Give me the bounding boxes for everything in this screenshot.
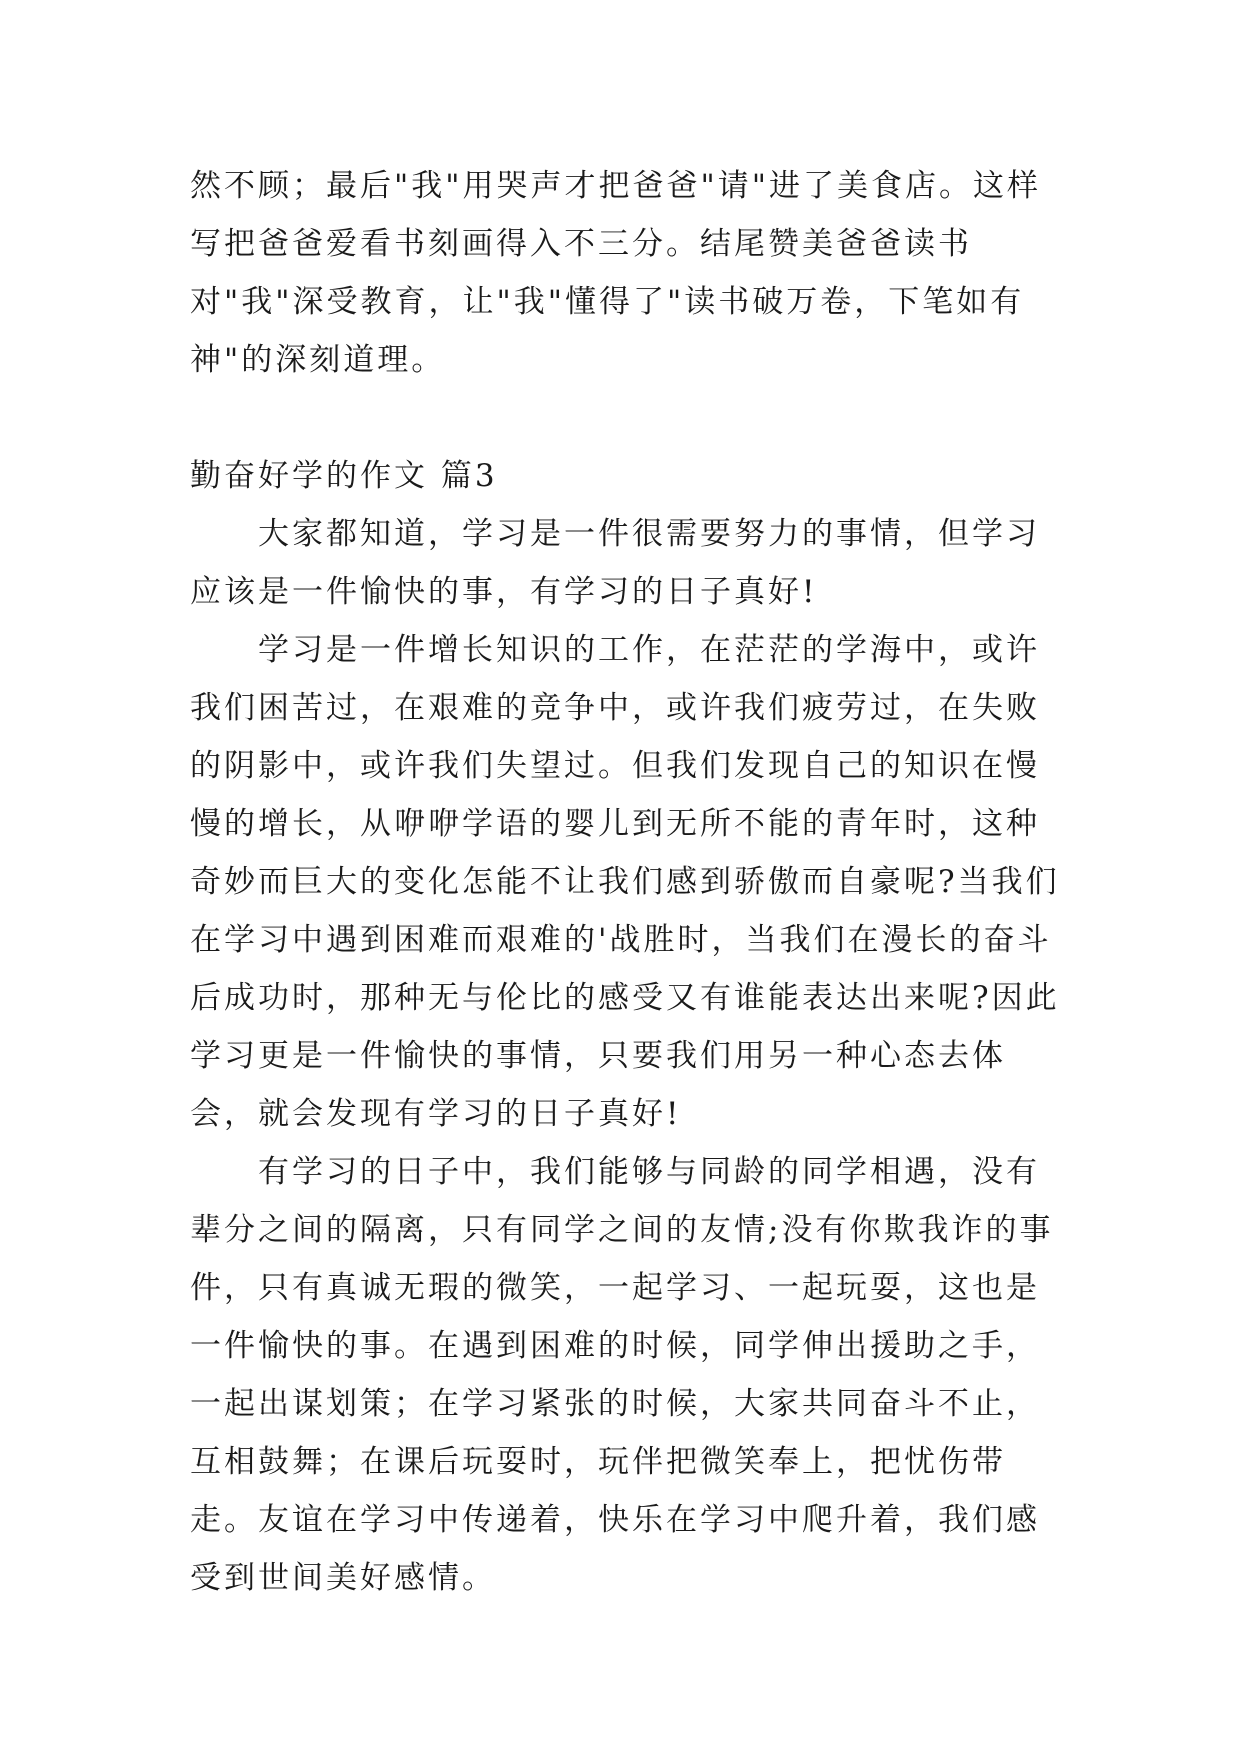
section-heading: 勤奋好学的作文 篇3 xyxy=(190,458,498,494)
body-paragraph-2: 学习是一件增长知识的工作，在茫茫的学海中，或许我们困苦过，在艰难的竞争中，或许我们疲劳过，在失败的阴影中，或许我们失望过。但我们发现自己的知识在慢慢的增长，从咿咿学语的婴儿到无所不能的青年时，这种奇妙而巨大的变化怎能不让我们感到骄傲而自豪呢?当我们在学习中遇到困难而艰难的'战胜时，当我们在漫长的奋斗后成功时，那种无与伦比的感受又有谁能表达出来呢?因此学习更是一件愉快的事情，只要我们用另一种心态去体会，就会发现有学习的日子真好! xyxy=(190,632,1060,1132)
body-paragraph-1: 大家都知道，学习是一件很需要努力的事情，但学习应该是一件愉快的事，有学习的日子真好! xyxy=(190,516,1040,610)
document-body xyxy=(190,157,1070,1607)
body-paragraph-3: 有学习的日子中，我们能够与同龄的同学相遇，没有辈分之间的隔离，只有同学之间的友情;没有你欺我诈的事件，只有真诚无瑕的微笑，一起学习、一起玩耍，这也是一件愉快的事。在遇到困难的时候，同学伸出援助之手，一起出谋划策；在学习紧张的时候，大家共同奋斗不止，互相鼓舞；在课后玩耍时，玩伴把微笑奉上，把忧伤带走。友谊在学习中传递着，快乐在学习中爬升着，我们感受到世间美好感情。 xyxy=(190,1154,1054,1596)
continuation-paragraph: 然不顾；最后"我"用哭声才把爸爸"请"进了美食店。这样写把爸爸爱看书刻画得入不三分。结尾赞美爸爸读书对"我"深受教育，让"我"懂得了"读书破万卷，下笔如有神"的深刻道理。 xyxy=(190,168,1042,378)
